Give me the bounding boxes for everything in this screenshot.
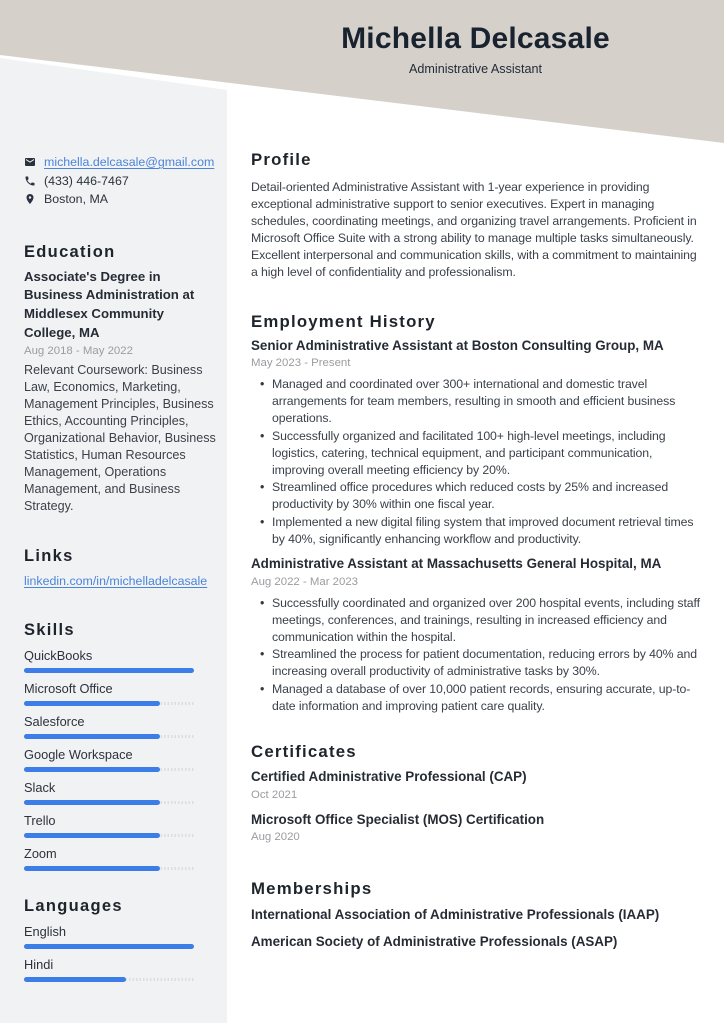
skill-bar xyxy=(24,734,194,739)
linkedin-link[interactable]: linkedin.com/in/michelladelcasale xyxy=(24,574,208,589)
location-value: Boston, MA xyxy=(44,192,109,207)
job-title: Administrative Assistant at Massachusetts General Hospital, MA xyxy=(251,556,662,572)
link-item xyxy=(24,573,216,589)
skill-item xyxy=(24,681,216,706)
skill-item xyxy=(24,648,216,673)
phone-icon xyxy=(24,175,36,187)
certificates-heading: Certificates xyxy=(251,742,357,762)
profile-section xyxy=(251,150,703,282)
skill-item xyxy=(24,714,216,739)
skill-label: Microsoft Office xyxy=(24,681,113,697)
job-bullet-list xyxy=(251,595,703,715)
certificate-entry xyxy=(251,812,703,845)
contact-location-row xyxy=(24,190,216,209)
job-bullet: • Successfully coordinated and organized over 200 hospital events, including staff meetings, conferences, and trainings, resulting in increased efficiency and communication within the hospital. xyxy=(251,595,703,647)
language-bar-fill xyxy=(24,977,126,982)
education-degree: Associate's Degree in Business Administration at Middlesex Community College, MA xyxy=(24,268,195,340)
profile-text: Detail-oriented Administrative Assistant with 1-year experience in providing exceptional administrative support to senior executives. Expert in managing schedules, coordinating meetings, and organizing travel arrangements. Proficient in Microsoft Office Suite with a strong ability to manage multiple tasks simultaneously. Excellent interpersonal and communication skills, with a commitment to maintaining a high level of confidentiality and professionalism. xyxy=(251,180,697,280)
email-link[interactable]: michella.delcasale@gmail.com xyxy=(44,155,215,169)
language-item xyxy=(24,924,216,949)
education-heading: Education xyxy=(24,242,116,261)
sidebar xyxy=(24,0,216,990)
contact-phone-row xyxy=(24,172,216,191)
language-bar xyxy=(24,977,194,982)
skills-heading: Skills xyxy=(24,621,75,640)
skill-bar-fill xyxy=(24,668,194,673)
job-entry xyxy=(251,338,703,549)
language-label: English xyxy=(24,924,66,940)
education-section xyxy=(24,242,216,515)
skill-bar xyxy=(24,701,194,706)
certificate-entry xyxy=(251,769,703,802)
skill-label: Trello xyxy=(24,813,56,829)
skill-label: Google Workspace xyxy=(24,747,133,763)
job-bullet: • Streamlined the process for patient documentation, reducing errors by 40% and increasing overall productivity of administrative tasks by 30%. xyxy=(251,646,703,680)
memberships-section xyxy=(251,879,703,950)
skills-section xyxy=(24,620,216,871)
membership-entry: American Society of Administrative Professionals (ASAP) xyxy=(251,933,618,949)
education-dates: Aug 2018 - May 2022 xyxy=(24,345,133,358)
skill-bar xyxy=(24,800,194,805)
phone-value: (433) 446-7467 xyxy=(44,173,129,188)
job-bullet: • Implemented a new digital filing system that improved document retrieval times by 40%, significantly enhancing workflow and productivity. xyxy=(251,514,703,548)
language-item xyxy=(24,957,216,982)
languages-heading: Languages xyxy=(24,897,123,916)
skill-bar-fill xyxy=(24,767,160,772)
job-bullet: • Streamlined office procedures which reduced costs by 25% and increased productivity by 30% within one fiscal year. xyxy=(251,479,703,513)
job-entry xyxy=(251,556,703,715)
skill-label: Salesforce xyxy=(24,714,85,730)
memberships-heading: Memberships xyxy=(251,879,373,899)
links-heading: Links xyxy=(24,547,74,566)
language-bar-fill xyxy=(24,944,194,949)
languages-section xyxy=(24,896,216,982)
skill-bar xyxy=(24,668,194,673)
location-pin-icon xyxy=(24,193,36,205)
certificate-title: Certified Administrative Professional (CAP) xyxy=(251,769,527,785)
mail-icon xyxy=(24,156,36,168)
language-bar xyxy=(24,944,194,949)
certificate-dates: Oct 2021 xyxy=(251,788,298,801)
certificates-section xyxy=(251,742,703,844)
person-name: Michella Delcasale xyxy=(341,22,610,55)
header xyxy=(227,22,724,77)
skill-item xyxy=(24,846,216,871)
job-bullet: • Successfully organized and facilitated 100+ high-level meetings, including logistics, catering, technical equipment, and participant communication, improving overall meeting efficiency by 20%. xyxy=(251,428,703,480)
skill-label: QuickBooks xyxy=(24,648,93,664)
skill-bar xyxy=(24,767,194,772)
job-bullet-list xyxy=(251,376,703,548)
person-job-title: Administrative Assistant xyxy=(409,62,542,76)
membership-entry: International Association of Administrative Professionals (IAAP) xyxy=(251,907,660,923)
links-section xyxy=(24,546,216,589)
contact-block xyxy=(24,153,216,209)
skill-item xyxy=(24,747,216,772)
skill-label: Zoom xyxy=(24,846,57,862)
job-bullet: • Managed and coordinated over 300+ international and domestic travel arrangements for team members, resulting in smooth and efficient business operations. xyxy=(251,376,703,428)
skill-bar xyxy=(24,866,194,871)
skill-bar-fill xyxy=(24,734,160,739)
job-dates: May 2023 - Present xyxy=(251,357,351,370)
skill-bar-fill xyxy=(24,833,160,838)
language-label: Hindi xyxy=(24,957,54,973)
job-dates: Aug 2022 - Mar 2023 xyxy=(251,575,359,588)
skill-bar-fill xyxy=(24,701,160,706)
skill-bar-fill xyxy=(24,800,160,805)
contact-email-row xyxy=(24,153,216,172)
main-column xyxy=(251,0,703,950)
skill-item xyxy=(24,813,216,838)
certificate-title: Microsoft Office Specialist (MOS) Certification xyxy=(251,811,545,827)
certificate-dates: Aug 2020 xyxy=(251,831,300,844)
education-details: Relevant Coursework: Business Law, Economics, Marketing, Management Principles, Business Ethics, Accounting Principles, Organizational Behavior, Business Statistics, Human Resources Management, Operations Management, and Business Strategy. xyxy=(24,363,216,514)
skill-label: Slack xyxy=(24,780,56,796)
profile-heading: Profile xyxy=(251,150,312,169)
skill-bar-fill xyxy=(24,866,160,871)
job-bullet: • Managed a database of over 10,000 patient records, ensuring accurate, up-to-date information and improving patient care quality. xyxy=(251,681,703,715)
skill-bar xyxy=(24,833,194,838)
skill-item xyxy=(24,780,216,805)
employment-heading: Employment History xyxy=(251,311,436,331)
job-title: Senior Administrative Assistant at Boston Consulting Group, MA xyxy=(251,337,664,353)
employment-section xyxy=(251,312,703,715)
